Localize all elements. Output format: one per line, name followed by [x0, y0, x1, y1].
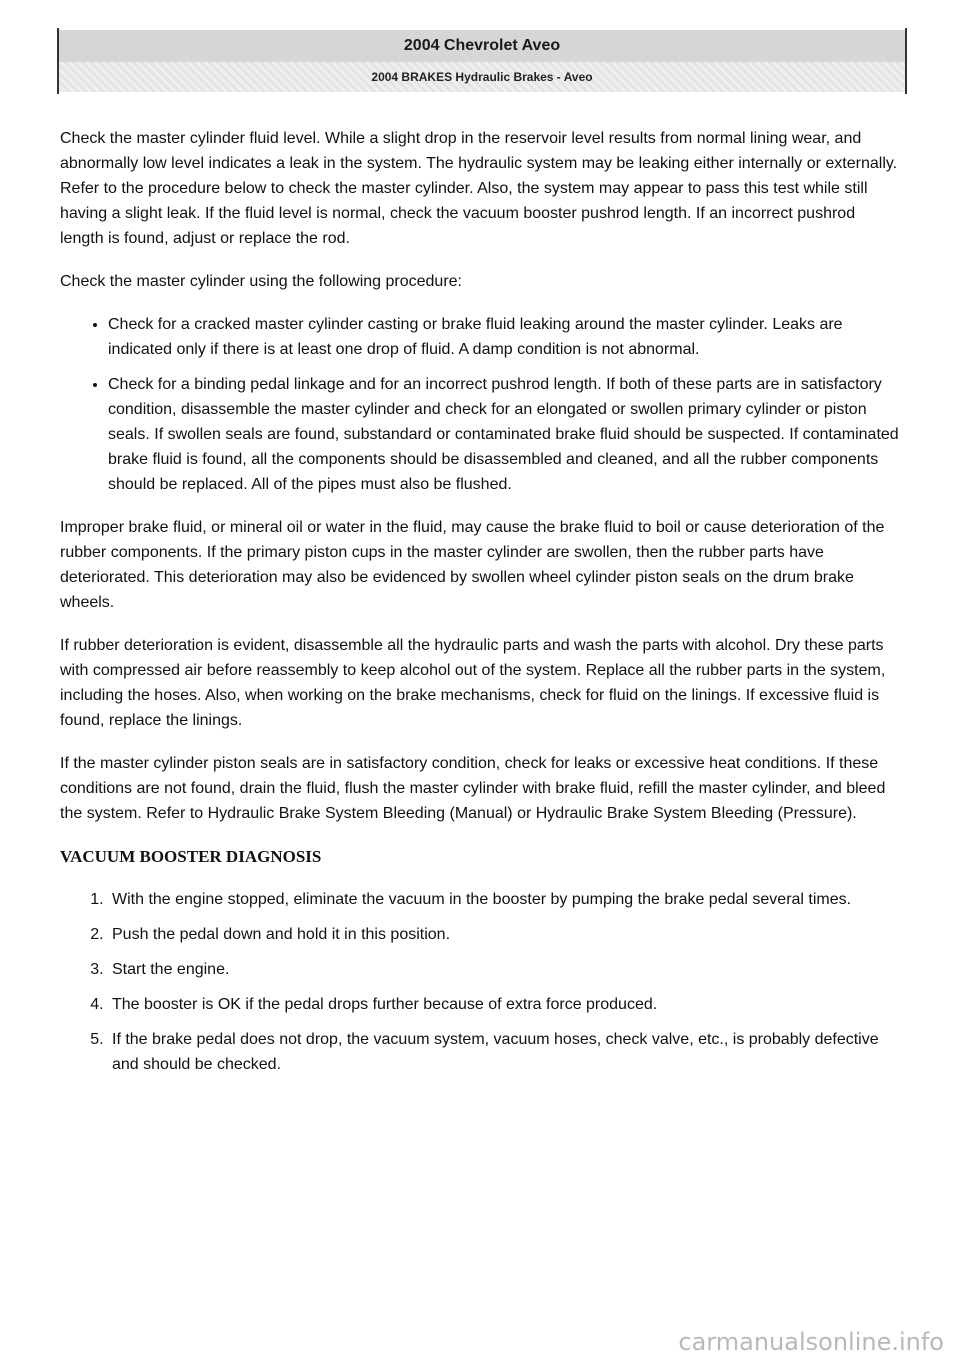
paragraph-improper-fluid: Improper brake fluid, or mineral oil or water in the fluid, may cause the brake fluid to boil or cause deterioration of the rubber components. If the primary piston cups in the master cylinder are swollen, then the rubber parts have deteriorated. This deterioration may also be evidenced by swollen wheel cylinder piston seals on the drum brake wheels. — [60, 519, 885, 611]
paragraph-piston-seals: If the master cylinder piston seals are in satisfactory condition, check for leaks or excessive heat conditions. If these conditions are not found, drain the fluid, flush the master cylinder with brake fluid, refill the master cylinder, and bleed the system. Refer to Hydraulic Brake System Bleeding (Manual) or Hydraulic Brake System Bleeding (Pressure). — [60, 755, 886, 822]
step-item: 4. The booster is OK if the pedal drops further because of extra force produced. — [108, 992, 900, 1017]
step-item: 3. Start the engine. — [108, 957, 900, 982]
bullet-item: • Check for a cracked master cylinder casting or brake fluid leaking around the master cylinder. Leaks are indicated only if there is at least one drop of fluid. A damp condition is not abnormal. — [108, 312, 900, 362]
page-header — [57, 28, 907, 94]
bullet-item: • Check for a binding pedal linkage and for an incorrect pushrod length. If both of these parts are in satisfactory condition, disassemble the master cylinder and check for an elongated or swollen primary cylinder or piston seals. If swollen seals are found, substandard or contaminated brake fluid should be suspected. If contaminated brake fluid is found, all the components should be disassembled and cleaned, and all the rubber components should be replaced. All of the pipes must also be flushed. — [108, 372, 900, 497]
step-item: 2. Push the pedal down and hold it in this position. — [108, 922, 900, 947]
header-title: 2004 Chevrolet Aveo — [59, 30, 905, 62]
document-body — [60, 126, 900, 1095]
step-item: 5. If the brake pedal does not drop, the vacuum system, vacuum hoses, check valve, etc., is probably defective and should be checked. — [108, 1027, 900, 1077]
paragraph-fluid-level: Check the master cylinder fluid level. While a slight drop in the reservoir level results from normal lining wear, and abnormally low level indicates a leak in the system. The hydraulic system may be leaking either internally or externally. Refer to the procedure below to check the master cylinder. Also, the system may appear to pass this test while still having a slight leak. If the fluid level is normal, check the vacuum booster pushrod length. If an incorrect pushrod length is found, adjust or replace the rod. — [60, 130, 898, 247]
paragraph-procedure-intro: Check the master cylinder using the following procedure: — [60, 273, 462, 290]
booster-steps-list — [60, 887, 900, 1077]
header-subtitle: 2004 BRAKES Hydraulic Brakes - Aveo — [59, 62, 905, 92]
watermark: carmanualsonline.info — [678, 1328, 944, 1356]
procedure-bullet-list — [60, 312, 900, 497]
section-heading: VACUUM BOOSTER DIAGNOSIS — [60, 847, 322, 866]
paragraph-rubber-deterioration: If rubber deterioration is evident, disassemble all the hydraulic parts and wash the parts with alcohol. Dry these parts with compressed air before reassembly to keep alcohol out of the system. Replace all the rubber parts in the system, including the hoses. Also, when working on the brake mechanisms, check for fluid on the linings. If excessive fluid is found, replace the linings. — [60, 637, 886, 729]
step-item: 1. With the engine stopped, eliminate the vacuum in the booster by pumping the brake pedal several times. — [108, 887, 900, 912]
